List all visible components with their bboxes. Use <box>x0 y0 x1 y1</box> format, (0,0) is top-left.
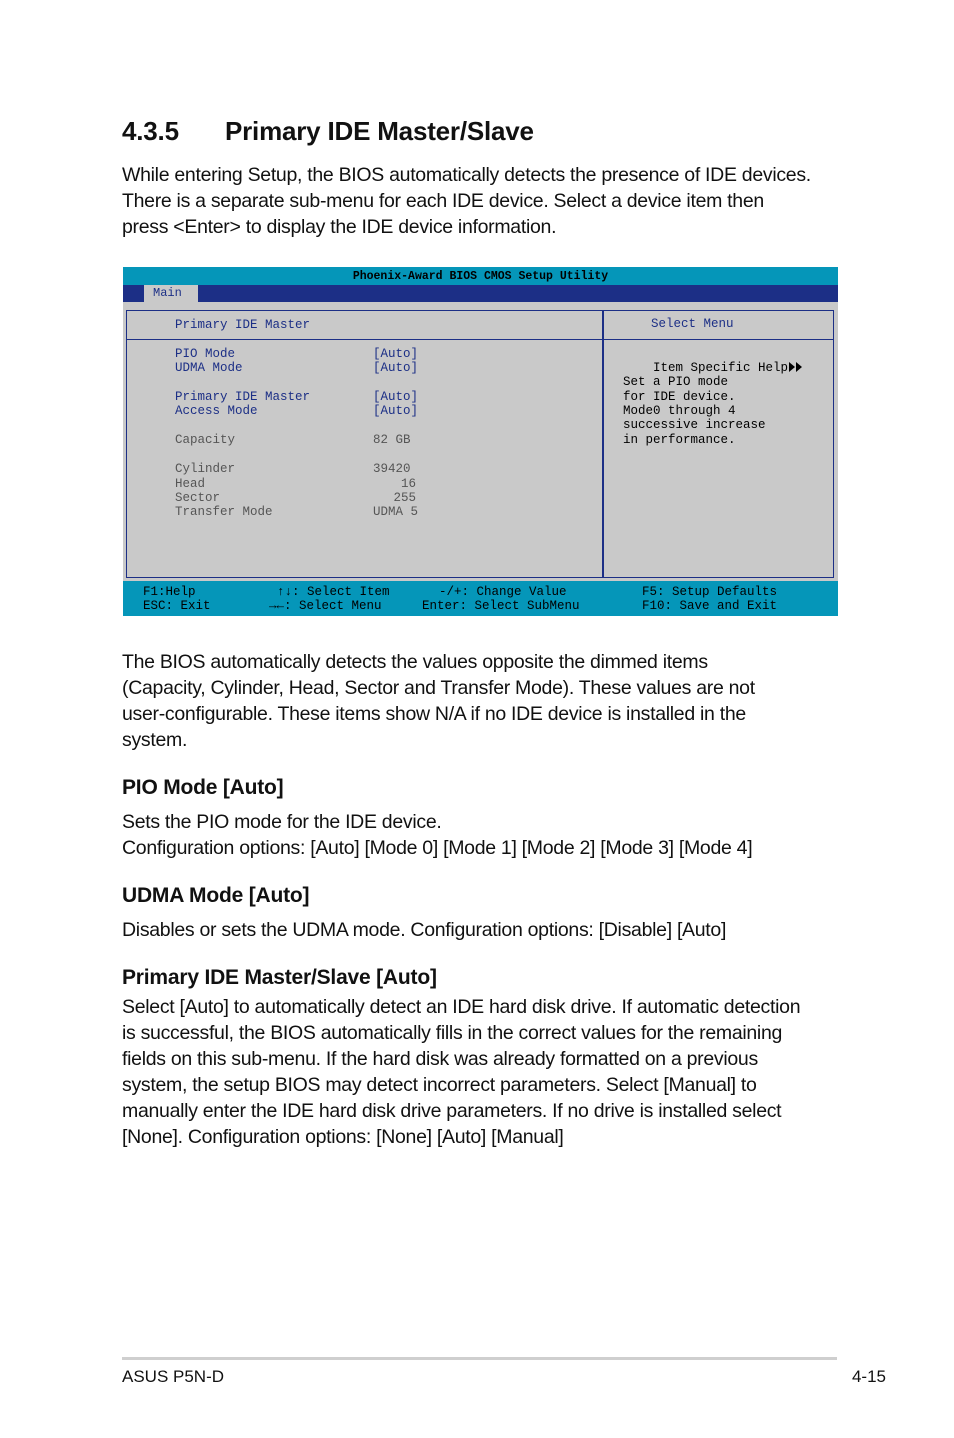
bios-keybar <box>123 581 838 616</box>
primary-ide-paragraph <box>122 994 842 1150</box>
paragraph-line: Disables or sets the UDMA mode. Configuration options: [Disable] [Auto] <box>122 919 727 941</box>
intro-paragraph <box>122 162 842 240</box>
bios-help-line: successive increase <box>623 418 766 432</box>
intro-line: While entering Setup, the BIOS automatically detects the presence of IDE devices. <box>122 164 811 186</box>
primary-ide-heading: Primary IDE Master/Slave [Auto] <box>122 966 437 989</box>
bios-help-heading <box>623 346 803 375</box>
bios-item-primary-ide-master-value[interactable]: [Auto] <box>373 390 419 404</box>
bios-item-primary-ide-master-label[interactable]: Primary IDE Master <box>175 390 311 404</box>
paragraph-line: [None]. Configuration options: [None] [Auto] [Manual] <box>122 1126 564 1148</box>
bios-key-select-item[interactable]: ↑↓: Select Item <box>277 585 390 599</box>
section-number: 4.3.5 <box>122 116 179 146</box>
bios-help-line: Set a PIO mode <box>623 375 729 389</box>
dimmed-items-paragraph <box>122 649 842 753</box>
bios-info-sector-value: 255 <box>393 491 416 505</box>
bios-info-transfer-mode-label: Transfer Mode <box>175 505 273 519</box>
bios-key-change-value[interactable]: -/+: Change Value <box>439 585 567 599</box>
bios-item-pio-mode-value[interactable]: [Auto] <box>373 347 419 361</box>
bios-tab-main[interactable]: Main <box>144 285 198 302</box>
bios-info-cylinder-value: 39420 <box>373 462 411 476</box>
bios-item-access-mode-label[interactable]: Access Mode <box>175 404 258 418</box>
paragraph-line: system. <box>122 729 188 751</box>
footer-divider <box>122 1357 837 1360</box>
pio-mode-heading: PIO Mode [Auto] <box>122 776 284 799</box>
paragraph-line: is successful, the BIOS automatically fills in the correct values for the remaining <box>122 1022 783 1044</box>
bios-info-sector-label: Sector <box>175 491 221 505</box>
paragraph-line: (Capacity, Cylinder, Head, Sector and Transfer Mode). These values are not <box>122 677 755 699</box>
footer-page-number: 4-15 <box>851 1367 886 1386</box>
paragraph-line: Sets the PIO mode for the IDE device. <box>122 811 442 833</box>
bios-item-udma-mode-label[interactable]: UDMA Mode <box>175 361 243 375</box>
section-heading <box>122 116 534 147</box>
bios-info-capacity-label: Capacity <box>175 433 236 447</box>
bios-help-heading-text: Item Specific Help <box>653 360 789 375</box>
bios-key-esc-exit[interactable]: ESC: Exit <box>143 599 211 613</box>
paragraph-line: Select [Auto] to automatically detect an IDE hard disk drive. If automatic detection <box>122 996 801 1018</box>
bios-title: Phoenix-Award BIOS CMOS Setup Utility <box>123 267 838 285</box>
udma-mode-heading: UDMA Mode [Auto] <box>122 884 310 907</box>
bios-info-head-value: 16 <box>400 477 416 491</box>
bios-info-cylinder-label: Cylinder <box>175 462 236 476</box>
paragraph-line: The BIOS automatically detects the values opposite the dimmed items <box>122 651 708 673</box>
bios-item-udma-mode-value[interactable]: [Auto] <box>373 361 419 375</box>
divider <box>604 339 834 340</box>
divider <box>126 339 602 340</box>
pio-mode-paragraph <box>122 809 842 861</box>
bios-key-select-menu[interactable]: →←: Select Menu <box>269 599 382 613</box>
section-title: Primary IDE Master/Slave <box>225 116 534 146</box>
bios-info-capacity-value: 82 GB <box>373 433 411 447</box>
bios-item-access-mode-value[interactable]: [Auto] <box>373 404 419 418</box>
bios-help-line: Mode0 through 4 <box>623 404 736 418</box>
intro-line: There is a separate sub-menu for each IDE device. Select a device item then <box>122 190 764 212</box>
paragraph-line: fields on this sub-menu. If the hard disk was already formatted on a previous <box>122 1048 758 1070</box>
divider <box>603 310 604 577</box>
paragraph-line: manually enter the IDE hard disk drive parameters. If no drive is installed select <box>122 1100 782 1122</box>
bios-help-line: in performance. <box>623 433 736 447</box>
bios-screen <box>123 267 838 616</box>
bios-menubar <box>123 285 838 302</box>
bios-key-save-exit[interactable]: F10: Save and Exit <box>642 599 778 613</box>
bios-help-line: for IDE device. <box>623 390 736 404</box>
udma-mode-paragraph <box>122 917 842 943</box>
paragraph-line: user-configurable. These items show N/A if no IDE device is installed in the <box>122 703 746 725</box>
intro-line: press <Enter> to display the IDE device information. <box>122 216 557 238</box>
bios-key-setup-defaults[interactable]: F5: Setup Defaults <box>642 585 778 599</box>
bios-key-select-submenu[interactable]: Enter: Select SubMenu <box>422 599 580 613</box>
paragraph-line: Configuration options: [Auto] [Mode 0] [Mode 1] [Mode 2] [Mode 3] [Mode 4] <box>122 837 753 859</box>
bios-key-f1-help[interactable]: F1:Help <box>143 585 196 599</box>
bios-item-pio-mode-label[interactable]: PIO Mode <box>175 347 236 361</box>
bios-panel-title: Primary IDE Master <box>175 318 311 332</box>
bios-help-title: Select Menu <box>651 317 734 331</box>
double-arrow-right-icon <box>789 362 803 372</box>
bios-info-transfer-mode-value: UDMA 5 <box>373 505 419 519</box>
bios-info-head-label: Head <box>175 477 206 491</box>
footer-product-name: ASUS P5N-D <box>122 1367 225 1386</box>
paragraph-line: system, the setup BIOS may detect incorrect parameters. Select [Manual] to <box>122 1074 757 1096</box>
